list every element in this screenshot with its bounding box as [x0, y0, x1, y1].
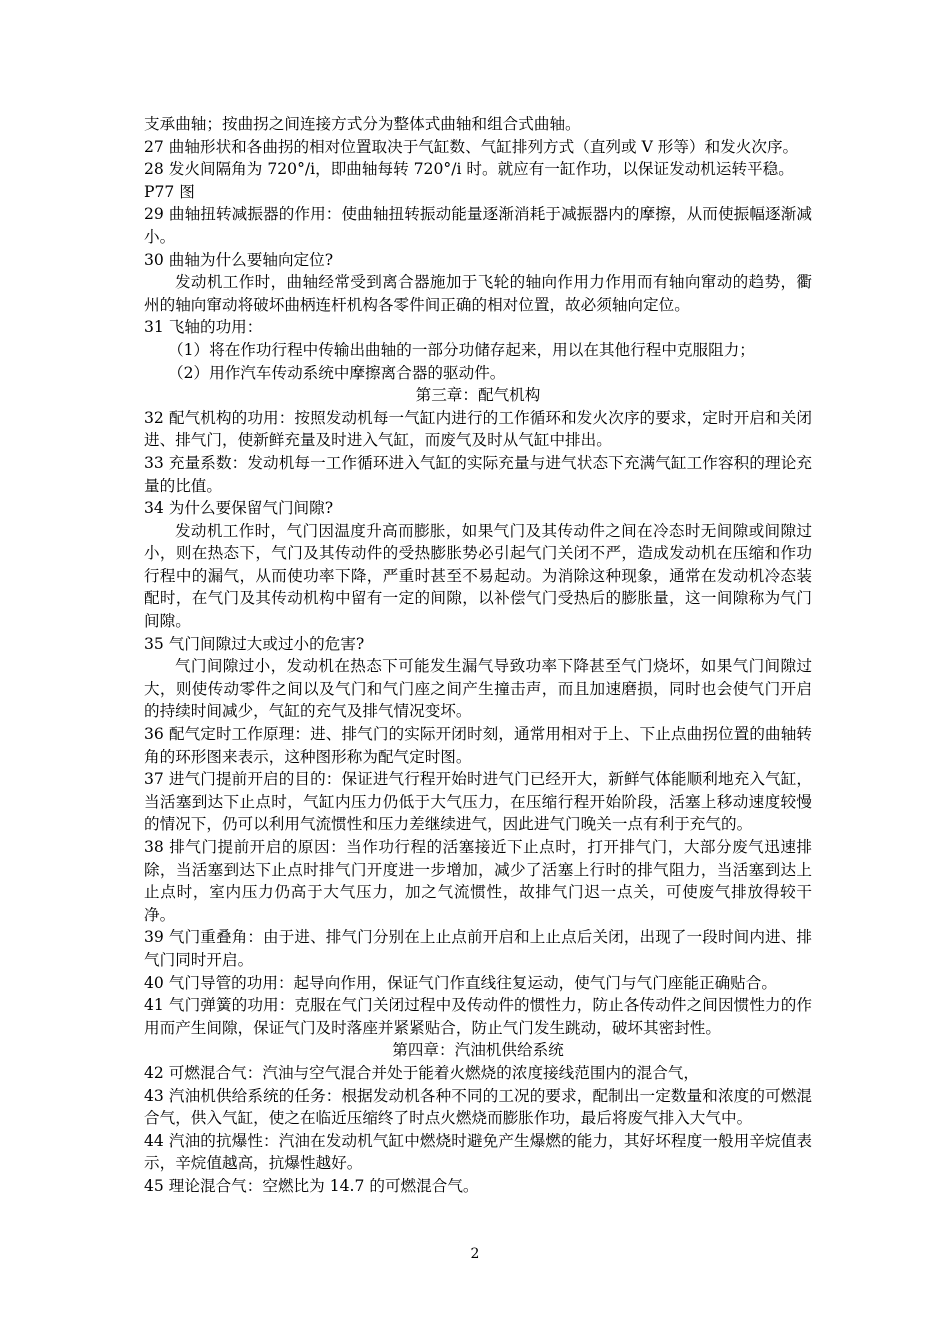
paragraph: 31 飞轴的功用：: [144, 318, 263, 337]
paragraph: 42 可燃混合气：汽油与空气混合并处于能着火燃烧的浓度接线范围内的混合气，: [144, 1063, 699, 1082]
paragraph: 35 气门间隙过大或过小的危害?: [144, 634, 365, 653]
paragraph: 45 理论混合气：空燃比为 14.7 的可燃混合气。: [144, 1176, 479, 1195]
page-number: 2: [470, 1246, 480, 1262]
paragraph: P77 图: [144, 182, 195, 201]
paragraph: 29 曲轴扭转减振器的作用：使曲轴扭转振动能量逐渐消耗于减振器内的摩擦，从而使振幅逐渐减小。: [144, 205, 812, 246]
paragraph: 支承曲轴；按曲拐之间连接方式分为整体式曲轴和组合式曲轴。: [144, 115, 581, 133]
paragraph: 发动机工作时，气门因温度升高而膨胀，如果气门及其传动件之间在冷态时无间隙或间隙过小，则在热态下，气门及其传动件的受热膨胀势必引起气门关闭不严，造成发动机在压缩和作功行程中的漏气，从而使功率下降，严重时甚至不易起动。为消除这种现象，通常在发动机冷态装配时，在气门及其传动机构中留有一定的间隙，以补偿气门受热后的膨胀量，这一间隙称为气门间隙。: [144, 521, 812, 631]
chapter-heading: 第四章：汽油机供给系统: [392, 1041, 564, 1060]
paragraph: （1）将在作功行程中传输出曲轴的一部分功储存起来，用以在其他行程中克服阻力；: [168, 340, 755, 359]
paragraph: 39 气门重叠角：由于进、排气门分别在上止点前开启和上止点后关闭，出现了一段时间内进、排气门同时开启。: [144, 928, 812, 969]
paragraph: 41 气门弹簧的功用：克服在气门关闭过程中及传动件的惯性力，防止各传动件之间因惯性力的作用而产生间隙，保证气门及时落座并紧紧贴合，防止气门发生跳动，破坏其密封性。: [144, 996, 812, 1037]
paragraph: 37 进气门提前开启的目的：保证进气行程开始时进气门已经开大，新鲜气体能顺利地充入气缸，当活塞到达下止点时，气缸内压力仍低于大气压力，在压缩行程开始阶段，活塞上移动速度较慢的情况下，仍可以利用气流惯性和压力差继续进气，因此进气门晚关一点有利于充气的。: [144, 770, 812, 834]
paragraph: 44 汽油的抗爆性：汽油在发动机气缸中燃烧时避免产生爆燃的能力，其好坏程度一般用辛烷值表示，辛烷值越高，抗爆性越好。: [144, 1131, 812, 1173]
paragraph: 34 为什么要保留气门间隙?: [144, 499, 334, 518]
paragraph: 27 曲轴形状和各曲拐的相对位置取决于气缸数、气缸排列方式（直列或 V 形等）和发火次序。: [144, 137, 799, 156]
paragraph: （2）用作汽车传动系统中摩擦离合器的驱动件。: [168, 363, 506, 382]
chapter-heading: 第三章：配气机构: [415, 386, 541, 405]
paragraph: 40 气门导管的功用：起导向作用，保证气门作直线往复运动，使气门与气门座能正确贴合。: [144, 973, 777, 992]
paragraph: 30 曲轴为什么要轴向定位?: [144, 250, 334, 269]
paragraph: 28 发火间隔角为 720°/i，即曲轴每转 720°/i 时。就应有一缸作功，以保证发动机运转平稳。: [144, 160, 794, 179]
paragraph: 32 配气机构的功用：按照发动机每一气缸内进行的工作循环和发火次序的要求，定时开启和关闭进、排气门，使新鲜充量及时进入气缸，而废气及时从气缸中排出。: [144, 408, 812, 450]
paragraph: 气门间隙过小，发动机在热态下可能发生漏气导致功率下降甚至气门烧坏，如果气门间隙过大，则使传动零件之间以及气门和气门座之间产生撞击声，而且加速磨损，同时也会使气门开启的持续时间减少，气缸的充气及排气情况变坏。: [144, 657, 812, 721]
paragraph: 43 汽油机供给系统的任务：根据发动机各种不同的工况的要求，配制出一定数量和浓度的可燃混合气，供入气缸，使之在临近压缩终了时点火燃烧而膨胀作功，最后将废气排入大气中。: [144, 1086, 812, 1128]
page-body: [144, 113, 812, 1198]
paragraph: 38 排气门提前开启的原因：当作功行程的活塞接近下止点时，打开排气门，大部分废气迅速排除，当活塞到达下止点时排气门开度进一步增加，减少了活塞上行时的排气阻力，当活塞到达上止点时，室内压力仍高于大气压力，加之气流惯性，故排气门迟一点关，可使废气排放得较干净。: [144, 838, 812, 924]
paragraph: 发动机工作时，曲轴经常受到离合器施加于飞轮的轴向作用力作用而有轴向窜动的趋势，衢州的轴向窜动将破坏曲柄连杆机构各零件间正确的相对位置，故必须轴向定位。: [144, 273, 812, 314]
paragraph: 33 充量系数：发动机每一工作循环进入气缸的实际充量与进气状态下充满气缸工作容积的理论充量的比值。: [144, 453, 812, 495]
paragraph: 36 配气定时工作原理：进、排气门的实际开闭时刻，通常用相对于上、下止点曲拐位置的曲轴转角的环形图来表示，这种图形称为配气定时图。: [144, 725, 812, 766]
